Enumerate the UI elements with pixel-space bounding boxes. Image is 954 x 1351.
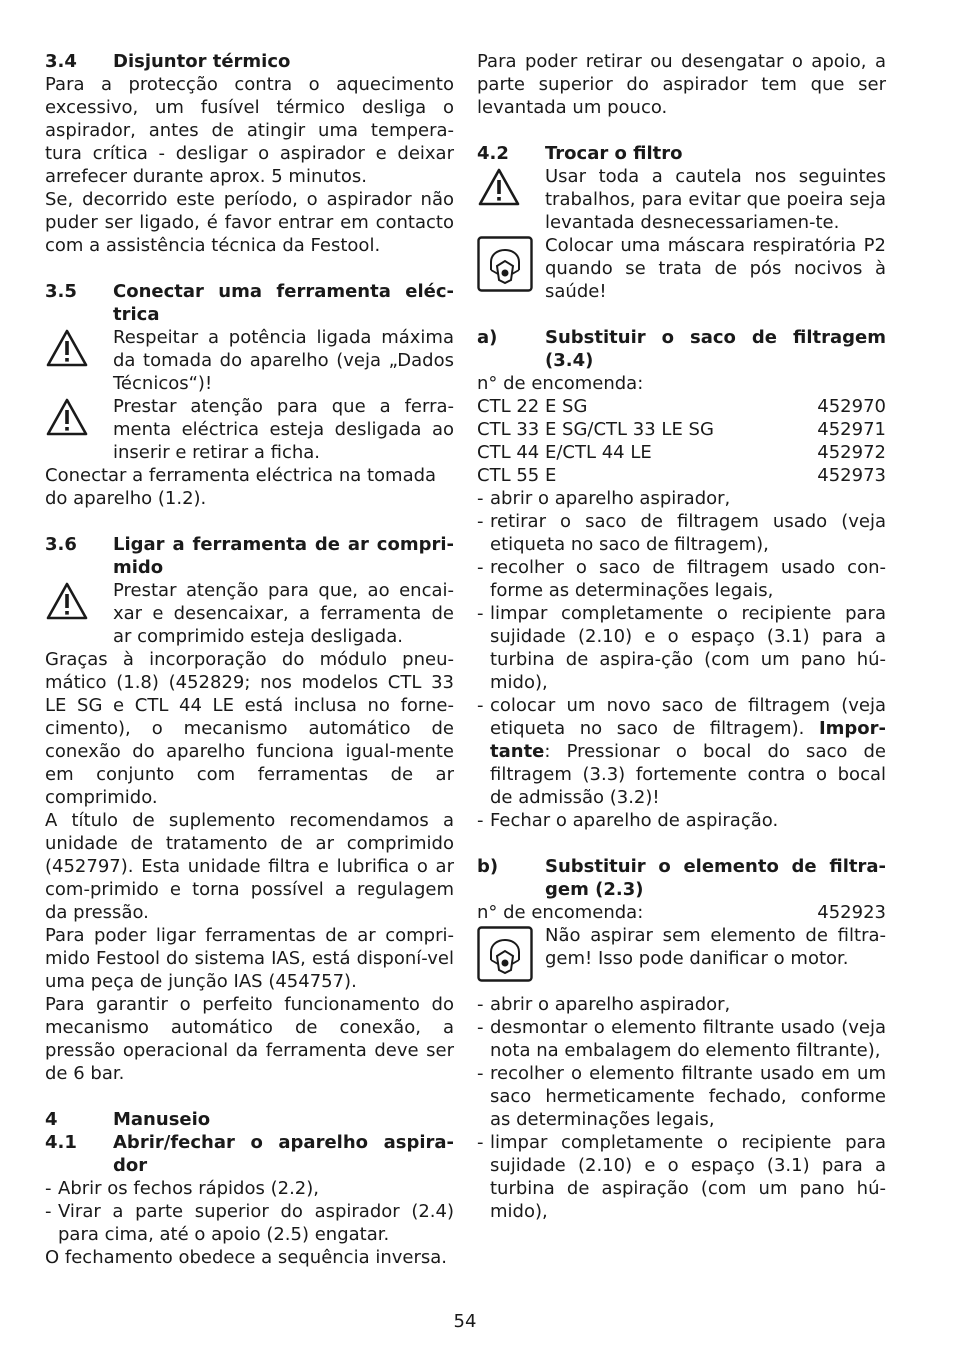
section-number: 4.2 xyxy=(477,143,509,164)
list-item: - Fechar o aparelho de aspiração. xyxy=(477,810,779,831)
left-column xyxy=(45,50,454,1269)
list-item: - limpar completamente o recipiente para sujidade (2.10) e o espaço (3.1) para a turbina de aspiração (com um pano hú-mido), xyxy=(477,1132,886,1222)
section-heading-4 xyxy=(45,1108,454,1131)
right-column xyxy=(477,50,886,1223)
section-number: 3.6 xyxy=(45,534,77,555)
warning-triangle-icon xyxy=(45,579,113,621)
list-item: - recolher o saco de filtragem usado con-forme as determinações legais, xyxy=(477,557,886,601)
list-item: - Abrir os fechos rápidos (2.2), xyxy=(45,1178,319,1199)
section-number: 4.1 xyxy=(45,1132,77,1153)
page-number: 54 xyxy=(453,1311,477,1332)
paragraph: Para garantir o perfeito funcionamento do mecanismo automático de conexão, a pressão operacional da ferramenta deve ser de 6 bar. xyxy=(45,994,454,1084)
order-row: CTL 44 E/CTL 44 LE 452972 xyxy=(477,442,886,463)
order-label: n° de encomenda: xyxy=(477,373,644,394)
section-heading-b xyxy=(477,855,886,901)
section-heading-3-4 xyxy=(45,50,454,73)
warning-note xyxy=(45,326,454,395)
order-row: CTL 55 E 452973 xyxy=(477,465,886,486)
list-item: - abrir o aparelho aspirador, xyxy=(477,488,731,509)
warning-text: Prestar atenção para que, ao encai-xar e desencaixar, a ferramenta de ar comprimido esteja desligada. xyxy=(113,580,454,647)
section-title: Abrir/fechar o aparelho aspira-dor xyxy=(113,1132,454,1176)
mask-note xyxy=(477,234,886,303)
paragraph: Conectar a ferramenta eléctrica na tomada do aparelho (1.2). xyxy=(45,465,437,509)
section-number: 4 xyxy=(45,1109,58,1130)
paragraph: Para a protecção contra o aquecimento excessivo, um fusível térmico desliga o aspirador, antes de atingir uma tempera-tura crítica - desligar o aspirador e deixar arrefecer durante aprox. 5 minutos. xyxy=(45,74,454,187)
section-title: Disjuntor térmico xyxy=(113,51,291,72)
order-row: n° de encomenda: 452923 xyxy=(477,902,886,923)
list-item: - limpar completamente o recipiente para sujidade (2.10) e o espaço (3.1) para a turbina de aspira-ção (com um pano hú-mido), xyxy=(477,603,886,693)
mask-note xyxy=(477,924,886,993)
paragraph: Para poder ligar ferramentas de ar compri-mido Festool do sistema IAS, está disponí-vel uma peça de junção IAS (454757). xyxy=(45,925,454,992)
section-title: Substituir o saco de filtragem (3.4) xyxy=(545,327,886,371)
section-number: a) xyxy=(477,327,498,348)
paragraph: Se, decorrido este período, o aspirador não puder ser ligado, é favor entrar em contacto com a assistência técnica da Festool. xyxy=(45,189,454,256)
warning-text: Prestar atenção para que a ferra-menta eléctrica esteja desligada ao inserir e retirar a ficha. xyxy=(113,396,454,463)
section-number: 3.4 xyxy=(45,51,77,72)
section-title: Ligar a ferramenta de ar compri-mido xyxy=(113,534,454,578)
warning-triangle-icon xyxy=(477,165,545,207)
paragraph: Graças à incorporação do módulo pneu-mático (1.8) (452829; nos modelos CTL 33 LE SG e CTL 44 LE está inclusa no forne-cimento), o mecanismo automático de conexão do aparelho funciona igual-mente em conjunto com ferramentas de ar comprimido. xyxy=(45,649,454,808)
list-item: - desmontar o elemento filtrante usado (veja nota na embalagem do elemento filtrante), xyxy=(477,1017,886,1061)
warning-triangle-icon xyxy=(45,395,113,437)
list-item: - colocar um novo saco de filtragem (veja etiqueta no saco de filtragem). Impor-tante: Pressionar o bocal do saco de filtragem (3.3) fortemente contra o bocal de admissão (3.2)! xyxy=(477,695,886,808)
list-item: - retirar o saco de filtragem usado (veja etiqueta no saco de filtragem), xyxy=(477,511,886,555)
section-heading-3-5 xyxy=(45,280,454,326)
section-title: Conectar uma ferramenta eléc-trica xyxy=(113,281,454,325)
list-item: - recolher o elemento filtrante usado em um saco hermeticamente fechado, conforme as determinações legais, xyxy=(477,1063,886,1130)
section-heading-a xyxy=(477,326,886,372)
section-heading-4-1 xyxy=(45,1131,454,1177)
paragraph: O fechamento obedece a sequência inversa. xyxy=(45,1247,447,1268)
paragraph: Para poder retirar ou desengatar o apoio, a parte superior do aspirador tem que ser levantada um pouco. xyxy=(477,51,886,118)
warning-triangle-icon xyxy=(45,326,113,368)
list-item: - Virar a parte superior do aspirador (2.4) para cima, até o apoio (2.5) engatar. xyxy=(45,1201,454,1245)
section-title: Manuseio xyxy=(113,1109,211,1130)
section-heading-4-2 xyxy=(477,142,886,165)
warning-note xyxy=(477,165,886,234)
warning-text: Usar toda a cautela nos seguintes trabalhos, para evitar que poeira seja levantada desnecessariamen-te. xyxy=(545,166,886,233)
section-number: b) xyxy=(477,856,499,877)
warning-text: Respeitar a potência ligada máxima da tomada do aparelho (veja „Dados Técnicos“)! xyxy=(113,327,454,394)
list-item: - abrir o aparelho aspirador, xyxy=(477,994,731,1015)
warning-note xyxy=(45,395,454,464)
section-number: 3.5 xyxy=(45,281,77,302)
respirator-mask-icon xyxy=(477,924,545,982)
respirator-mask-icon xyxy=(477,234,545,292)
mask-text: Não aspirar sem elemento de filtra-gem! Isso pode danificar o motor. xyxy=(545,925,886,969)
paragraph: A título de suplemento recomendamos a unidade de tratamento de ar comprimido (452797). Esta unidade filtra e lubrifica o ar com-primido e torna possível a regulagem da pressão. xyxy=(45,810,454,923)
order-row: CTL 22 E SG 452970 xyxy=(477,396,886,417)
section-title: Trocar o filtro xyxy=(545,143,683,164)
warning-note xyxy=(45,579,454,648)
section-heading-3-6 xyxy=(45,533,454,579)
order-row: CTL 33 E SG/CTL 33 LE SG 452971 xyxy=(477,419,886,440)
section-title: Substituir o elemento de filtra-gem (2.3) xyxy=(545,856,886,900)
mask-text: Colocar uma máscara respiratória P2 quando se trata de pós nocivos à saúde! xyxy=(545,235,886,302)
